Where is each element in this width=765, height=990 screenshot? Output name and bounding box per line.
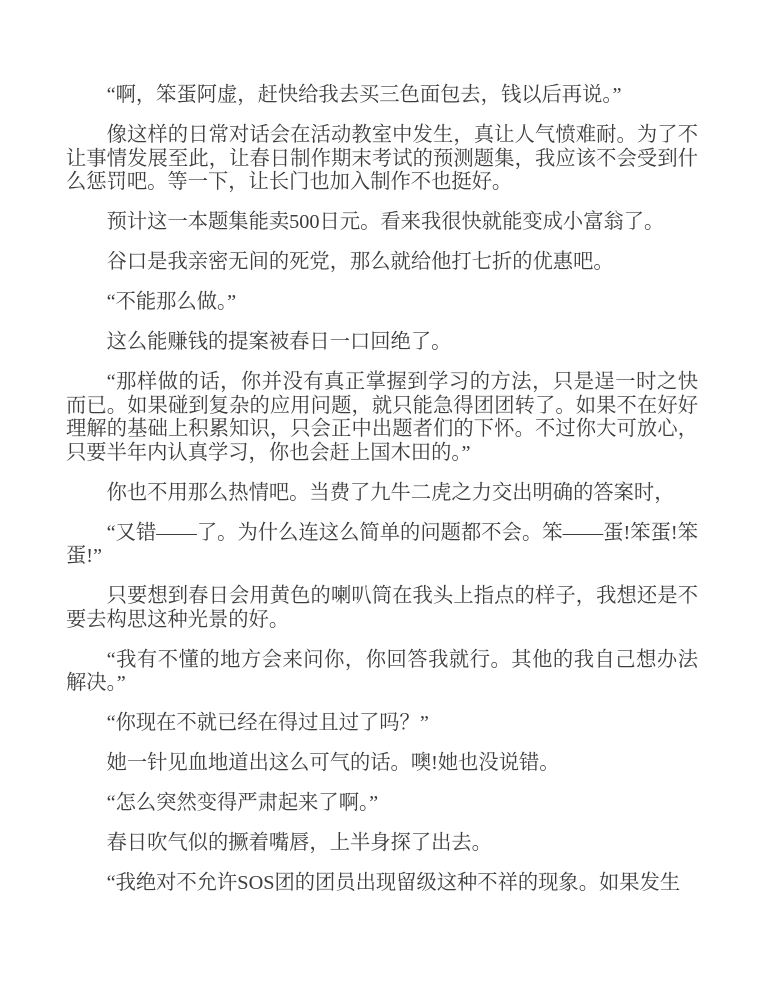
paragraph: 她一针见血地道出这么可气的话。噢!她也没说错。 <box>106 752 560 774</box>
paragraph: 像这样的日常对话会在活动教室中发生，真让人气愤难耐。为了不让事情发展至此，让春日制作期末考试的预测题集，我应该不会受到什么惩罚吧。等一下，让长门也加入制作不也挺好。 <box>66 124 698 193</box>
paragraph: “你现在不就已经在得过且过了吗？” <box>106 712 429 734</box>
paragraph: “我绝对不允许SOS团的团员出现留级这种不祥的现象。如果发生 <box>106 872 681 894</box>
paragraph: 谷口是我亲密无间的死党，那么就给他打七折的优惠吧。 <box>106 251 614 273</box>
paragraph: “怎么突然变得严肃起来了啊。” <box>106 792 379 814</box>
paragraph: 预计这一本题集能卖500日元。看来我很快就能变成小富翁了。 <box>106 211 665 233</box>
paragraph: “那样做的话，你并没有真正掌握到学习的方法，只是逞一时之快而已。如果碰到复杂的应用问题，就只能急得团团转了。如果不在好好理解的基础上积累知识，只会正中出题者们的下怀。不过你大可放心，只要半年内认真学习，你也会赶上国木田的。” <box>66 371 698 464</box>
paragraph: “啊，笨蛋阿虚，赶快给我去买三色面包去，钱以后再说。” <box>106 84 622 106</box>
paragraph: “不能那么做。” <box>106 291 237 313</box>
paragraph: 你也不用那么热情吧。当费了九牛二虎之力交出明确的答案时， <box>106 481 675 504</box>
paragraph: 春日吹气似的撅着嘴唇，上半身探了出去。 <box>106 832 492 854</box>
paragraph: 这么能赚钱的提案被春日一口回绝了。 <box>106 331 452 353</box>
paragraph: “又错——了。为什么连这么简单的问题都不会。笨——蛋!笨蛋!笨蛋!” <box>66 521 698 567</box>
paragraph: “我有不懂的地方会来问你，你回答我就行。其他的我自己想办法解决。” <box>66 648 698 694</box>
text-block <box>66 84 698 912</box>
paragraph: 只要想到春日会用黄色的喇叭筒在我头上指点的样子，我想还是不要去构思这种光景的好。 <box>66 585 698 631</box>
